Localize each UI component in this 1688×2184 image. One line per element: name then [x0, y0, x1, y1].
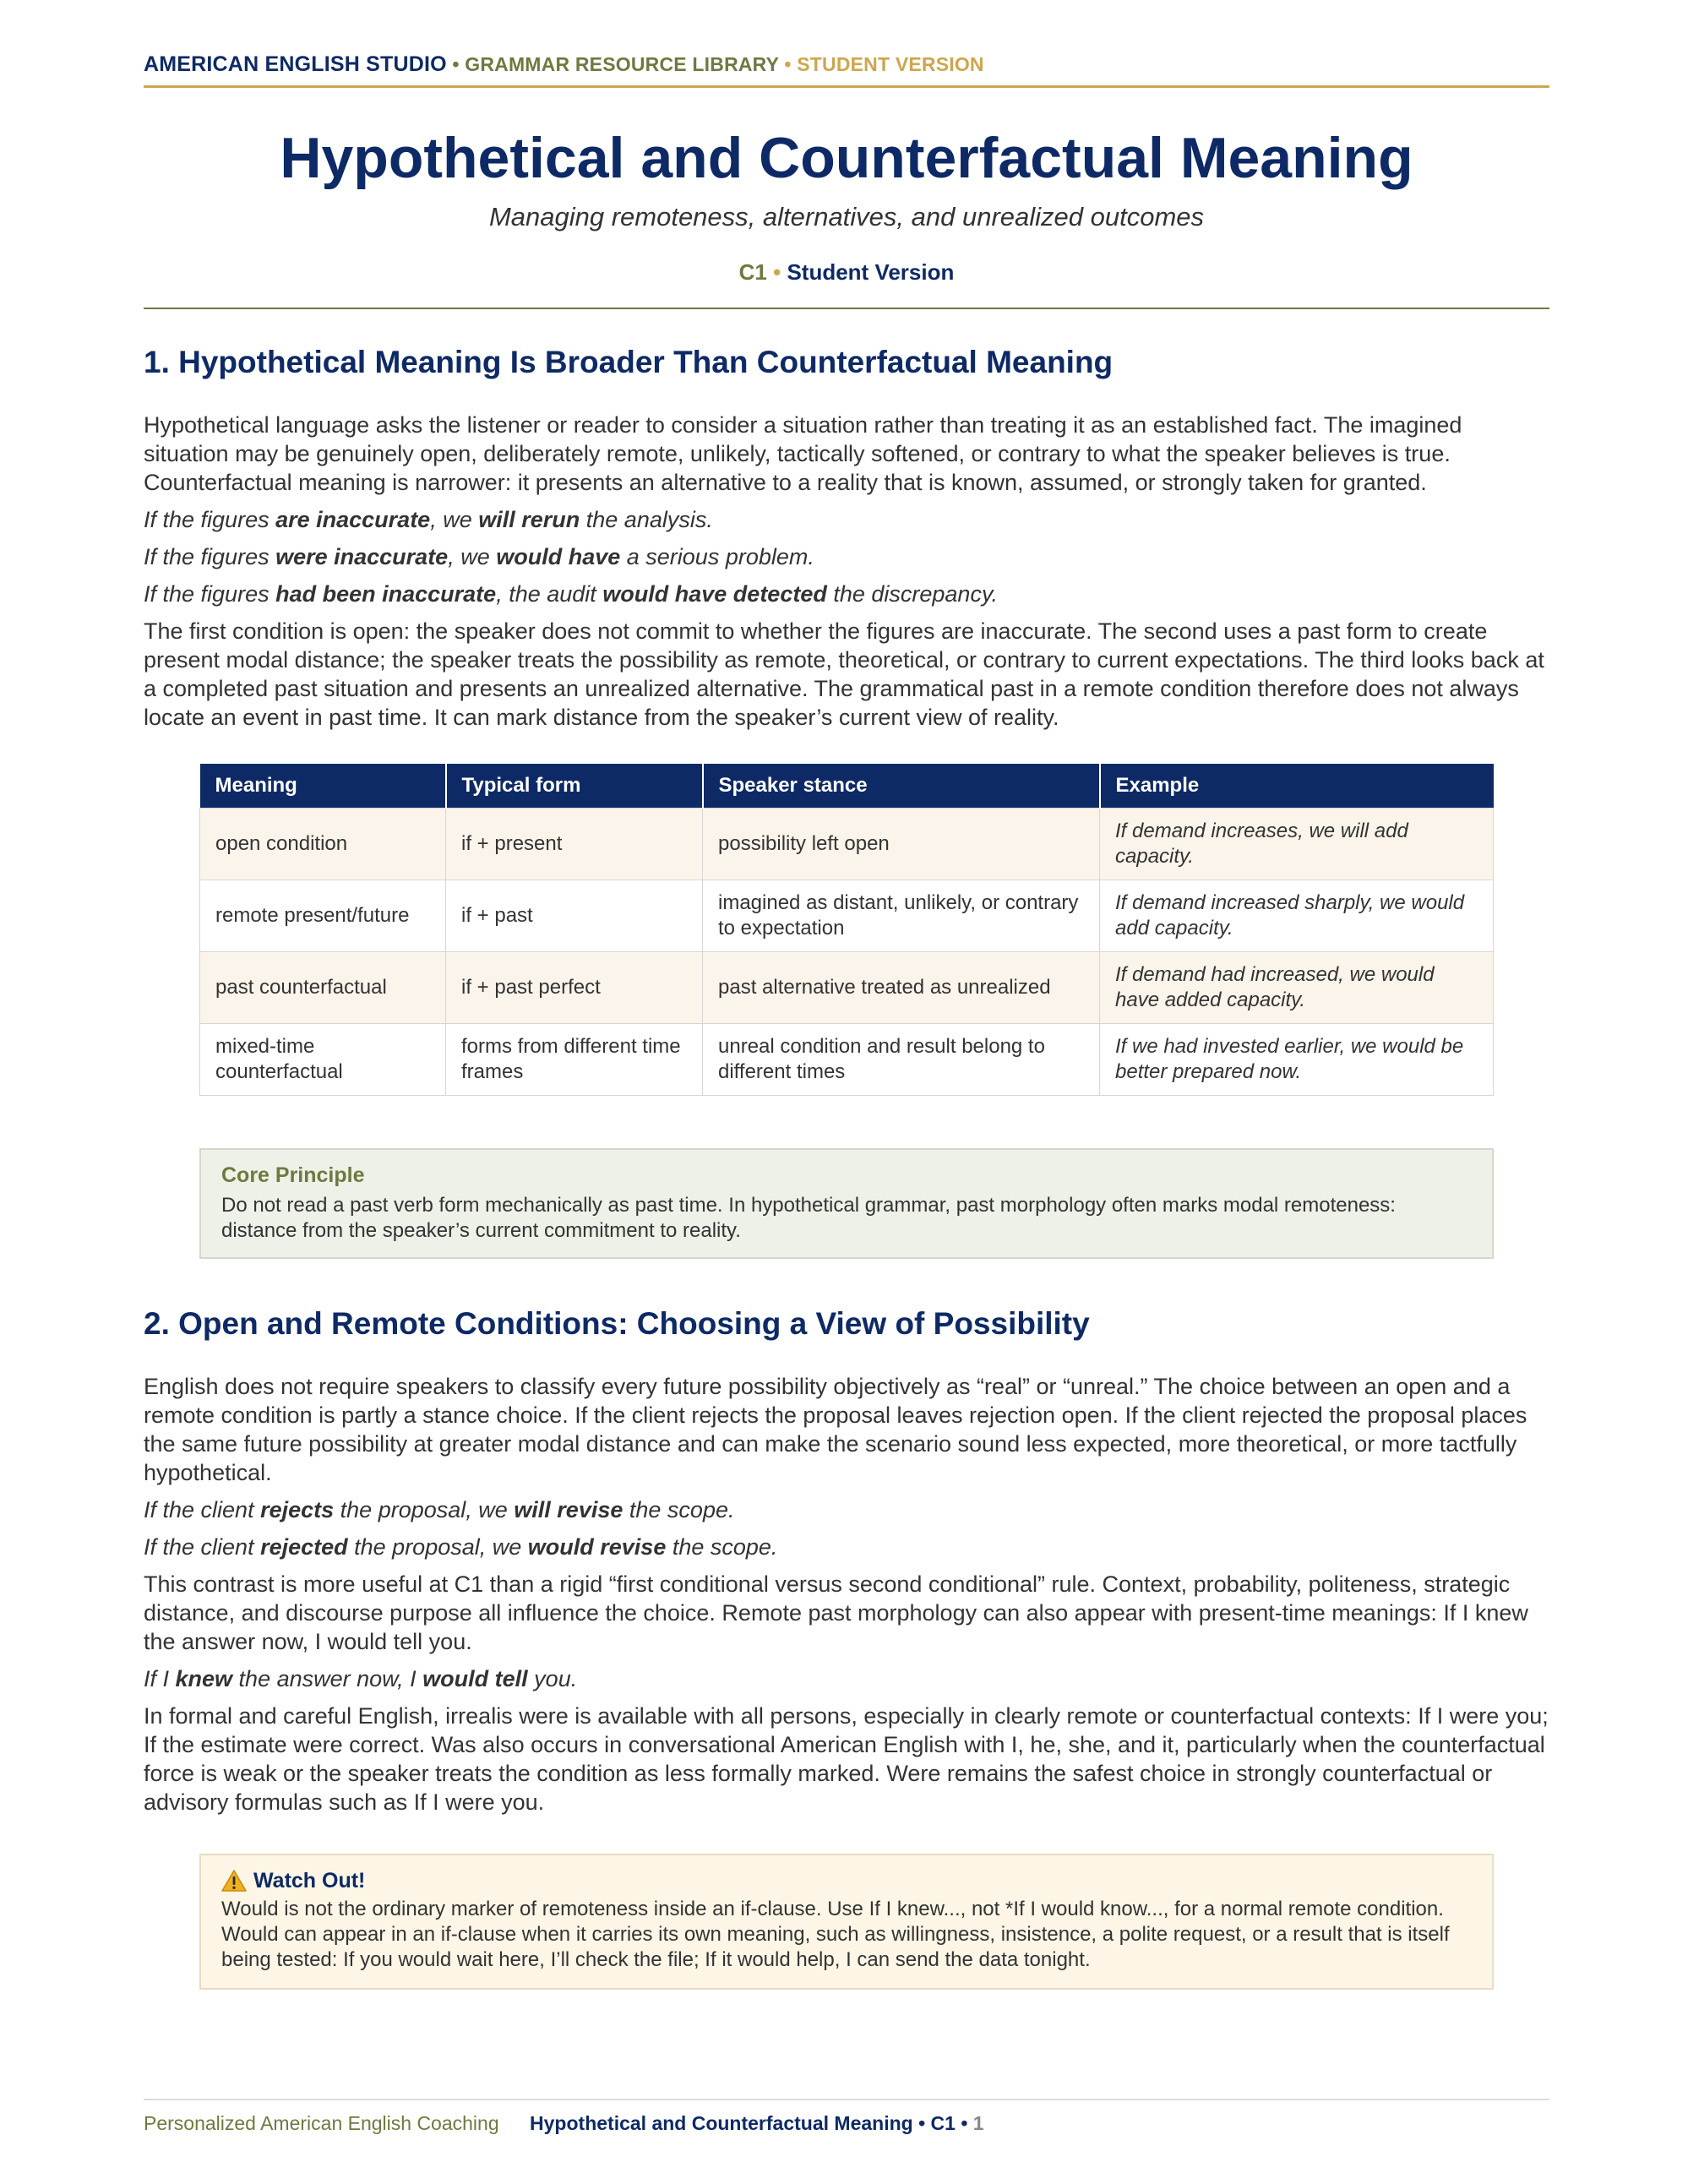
table-cell: possibility left open: [703, 808, 1100, 880]
table-cell: if + past perfect: [446, 951, 703, 1023]
watch-out-text: Would is not the ordinary marker of remoteness inside an if-clause. Use If I knew..., not *If I would know..., for a normal remote condition. Would can appear in an if-clause when it carries its own meaning, such as willingness, insistence, a polite request, or a result that is itself being tested: If you would wait here, I’ll check the file; If it would help, I can send the data tonight.: [221, 1897, 1450, 1971]
footer-level: C1: [930, 2112, 956, 2134]
table-row: [200, 808, 1494, 880]
page-number: 1: [972, 2112, 984, 2134]
column-header: Example: [1100, 764, 1494, 809]
example-sentence: If the client rejected the proposal, we would revise the scope.: [144, 1533, 778, 1560]
table-cell: open condition: [200, 808, 446, 880]
table-cell: if + past: [446, 880, 703, 951]
footer-separator: •: [918, 2112, 926, 2134]
table-cell: remote present/future: [200, 880, 446, 951]
warning-icon: [221, 1869, 247, 1893]
document-title: Hypothetical and Counterfactual Meaning: [280, 126, 1413, 190]
document-subtitle: Managing remoteness, alternatives, and unrealized outcomes: [488, 201, 1205, 231]
example-sentence: If the figures had been inaccurate, the audit would have detected the discrepancy.: [144, 580, 998, 607]
table-row: [200, 951, 1494, 1023]
example-sentence: If I knew the answer now, I would tell you.: [144, 1665, 578, 1691]
table-cell: forms from different time frames: [446, 1023, 703, 1095]
example-sentence: If the figures are inaccurate, we will rerun the analysis.: [144, 506, 713, 532]
footer-left-text: Personalized American English Coaching: [144, 2112, 499, 2134]
table-cell: If we had invested earlier, we would be better prepared now.: [1100, 1023, 1494, 1095]
section-2-paragraph-1: English does not require speakers to classify every future possibility objectively as “real” or “unreal.” The choice between an open and a remote condition is partly a stance choice. If the client rejects the proposal leaves rejection open. If the client rejected the proposal places the same future possibility at greater modal distance and can make the scenario sound less expected, more theoretical, or more tactfully hypothetical.: [144, 1373, 1527, 1485]
level-code: C1: [738, 259, 767, 285]
column-header: Speaker stance: [703, 764, 1100, 809]
table-cell: unreal condition and result belong to different times: [703, 1023, 1100, 1095]
section-2-paragraph-3: In formal and careful English, irrealis were is available with all persons, especially in clearly remote or counterfactual contexts: If I were you; If the estimate were correct. Was also occurs in conversational American English with I, he, she, and it, particularly when the counterfactual force is weak or the speaker treats the condition as less formally marked. Were remains the safest choice in strongly counterfactual or advisory formulas such as If I were you.: [144, 1702, 1549, 1815]
header-brand: AMERICAN ENGLISH STUDIO: [144, 52, 447, 76]
table-header-row: [200, 764, 1494, 809]
watch-out-title: Watch Out!: [253, 1868, 366, 1893]
level-separator: •: [773, 259, 781, 285]
section-1-paragraph-2: The first condition is open: the speaker does not commit to whether the figures are inaccurate. The second uses a past form to create present modal distance; the speaker treats the possibility as remote, theoretical, or contrary to current expectations. The third looks back at a completed past situation and presents an unrealized alternative. The grammatical past in a remote condition therefore does not always locate an event in past time. It can mark distance from the speaker’s current view of reality.: [144, 618, 1544, 730]
header-library: GRAMMAR RESOURCE LIBRARY: [465, 53, 779, 75]
example-sentence: If the figures were inaccurate, we would have a serious problem.: [144, 543, 814, 569]
table-cell: past alternative treated as unrealized: [703, 951, 1100, 1023]
table-cell: imagined as distant, unlikely, or contrary to expectation: [703, 880, 1100, 951]
table-row: [200, 880, 1494, 951]
footer-separator: •: [961, 2112, 968, 2134]
core-principle-text: Do not read a past verb form mechanically as past time. In hypothetical grammar, past morphology often marks modal remoteness: distance from the speaker’s current commitment to reality.: [221, 1193, 1396, 1242]
title-block: [144, 88, 1549, 309]
column-header: Meaning: [200, 764, 446, 809]
footer-title-line: [530, 2112, 984, 2134]
table-cell: If demand increases, we will add capacity.: [1100, 808, 1494, 880]
header-separator: •: [784, 53, 792, 75]
table-cell: past counterfactual: [200, 951, 446, 1023]
watch-out-heading: [221, 1869, 1472, 1893]
column-header: Typical form: [446, 764, 703, 809]
section-2-paragraph-2: This contrast is more useful at C1 than a rigid “first conditional versus second conditional” rule. Context, probability, politeness, strategic distance, and discourse purpose all influence the choice. Remote past morphology can also appear with present-time meanings: If I knew the answer now, I would tell you.: [144, 1571, 1528, 1654]
page-footer: [144, 2099, 1549, 2135]
section-1-paragraph-1: Hypothetical language asks the listener or reader to consider a situation rather than treating it as an established fact. The imagined situation may be genuinely open, deliberately remote, unlikely, tactically softened, or contrary to what the speaker believes is true. Counterfactual meaning is narrower: it presents an alternative to a reality that is known, assumed, or strongly taken for granted.: [144, 411, 1462, 495]
section-1-heading: 1. Hypothetical Meaning Is Broader Than Counterfactual Meaning: [144, 344, 1114, 379]
table-cell: If demand increased sharply, we would add capacity.: [1100, 880, 1494, 951]
core-principle-box: [199, 1148, 1494, 1259]
table-cell: if + present: [446, 808, 703, 880]
example-sentence: If the client rejects the proposal, we will revise the scope.: [144, 1496, 735, 1522]
meaning-table-wrapper: [199, 764, 1494, 1096]
page-content: [144, 52, 1549, 1990]
watch-out-box: [199, 1854, 1494, 1990]
footer-doc-title: Hypothetical and Counterfactual Meaning: [530, 2112, 913, 2134]
running-header: [144, 52, 1549, 88]
level-line: [144, 259, 1549, 286]
header-version: STUDENT VERSION: [797, 53, 984, 75]
core-principle-title: Core Principle: [221, 1163, 365, 1187]
table-cell: mixed-time counterfactual: [200, 1023, 446, 1095]
meaning-table: [199, 764, 1494, 1096]
level-label: Student Version: [787, 259, 955, 285]
table-row: [200, 1023, 1494, 1095]
section-2-heading: 2. Open and Remote Conditions: Choosing a View of Possibility: [144, 1305, 1090, 1341]
table-cell: If demand had increased, we would have added capacity.: [1100, 951, 1494, 1023]
header-separator: •: [452, 53, 460, 75]
